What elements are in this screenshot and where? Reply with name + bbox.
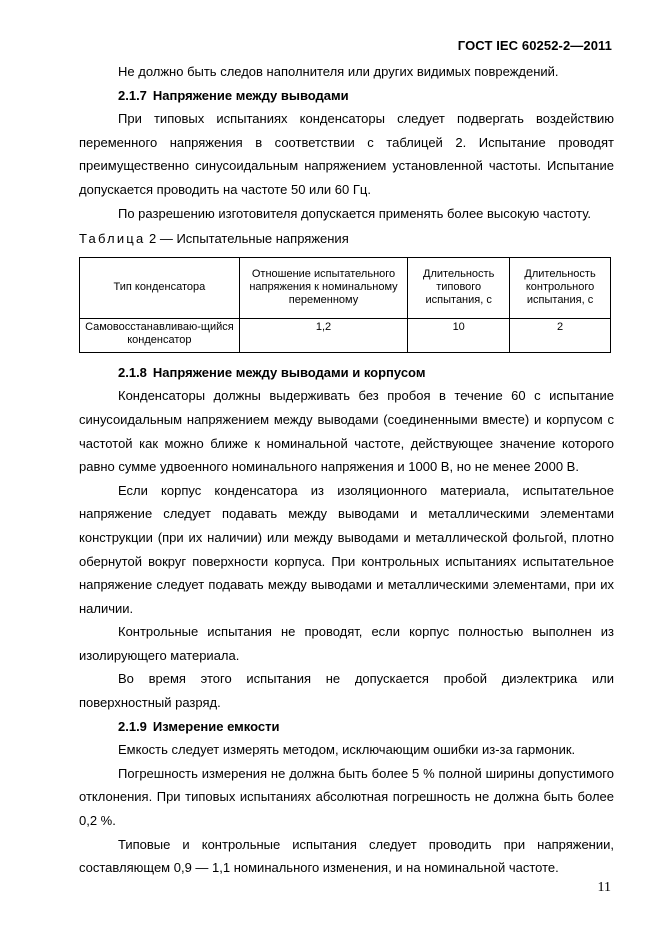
section-2-1-8-heading	[79, 361, 614, 385]
paragraph: Конденсаторы должны выдерживать без пробоя в течение 60 с испытание синусоидальным напряжением между выводами (соединенными вместе) и корпусом с частотой как можно ближе к номинальной частоте, действующее значение которого равно сумме удвоенного номинального напряжения и 1000 В, но не менее 2000 В.	[79, 388, 614, 475]
paragraph: Контрольные испытания не проводят, если корпус полностью выполнен из изолирующего материала.	[79, 624, 614, 663]
paragraph: Погрешность измерения не должна быть более 5 % полной ширины допустимого отклонения. При типовых испытаниях абсолютная погрешность не должна быть более 0,2 %.	[79, 765, 614, 829]
table-cell: 1,2	[239, 318, 408, 352]
section-title: Напряжение между выводами	[152, 87, 349, 103]
paragraph: Емкость следует измерять методом, исключающим ошибки из-за гармоник.	[118, 742, 576, 758]
section-number: 2.1.7	[118, 87, 147, 103]
document-body	[79, 60, 614, 880]
table-cell: 2	[510, 318, 611, 352]
page-number: 11	[597, 880, 611, 895]
paragraph: Если корпус конденсатора из изоляционного материала, испытательное напряжение следует подавать между выводами и металлическими элементами конструкции (при их наличии) или между выводами и металлической фольгой, плотно обернутой вокруг поверхности корпуса. При контрольных испытаниях испытательное напряжение следует подавать между выводами и металлическими элементами, при их наличии.	[79, 482, 614, 616]
section-number: 2.1.8	[118, 364, 147, 380]
table-cell: Самовосстанавливаю-щийся конденсатор	[80, 318, 240, 352]
table-header-cell: Тип конденсатора	[80, 257, 240, 318]
paragraph: При типовых испытаниях конденсаторы следует подвергать воздействию переменного напряжения в соответствии с таблицей 2. Испытание проводят преимущественно синусоидальным напряжением установленной частоты. Испытание допускается проводить на частоте 50 или 60 Гц.	[79, 111, 614, 197]
intro-paragraph: Не должно быть следов наполнителя или других видимых повреждений.	[118, 64, 559, 79]
section-title: Измерение емкости	[152, 718, 280, 734]
table-caption-rest: 2 — Испытательные напряжения	[145, 231, 349, 247]
paragraph: Типовые и контрольные испытания следует проводить при напряжении, составляющем 0,9 — 1,1 номинального изменения, и на номинальной частоте.	[79, 836, 614, 876]
section-2-1-9-heading	[79, 715, 614, 739]
table-header-cell: Длительность типового испытания, с	[408, 257, 510, 318]
paragraph: Во время этого испытания не допускается пробой диэлектрика или поверхностный разряд.	[79, 671, 614, 711]
table-header-cell: Длительность контрольного испытания, с	[510, 257, 611, 318]
section-number: 2.1.9	[118, 718, 147, 734]
table-header-row	[80, 257, 611, 318]
table-header-cell: Отношение испытательного напряжения к номинальному переменному	[239, 257, 408, 318]
table-cell: 10	[408, 318, 510, 352]
table-row	[80, 318, 611, 352]
section-title: Напряжение между выводами и корпусом	[152, 364, 426, 380]
paragraph: По разрешению изготовителя допускается применять более высокую частоту.	[118, 205, 592, 221]
table-caption	[79, 227, 614, 251]
test-voltages-table	[79, 257, 611, 353]
section-2-1-7-heading	[79, 84, 614, 108]
document-header: ГОСТ IEC 60252-2—2011	[457, 38, 612, 53]
table-caption-word: Таблица	[79, 231, 146, 247]
